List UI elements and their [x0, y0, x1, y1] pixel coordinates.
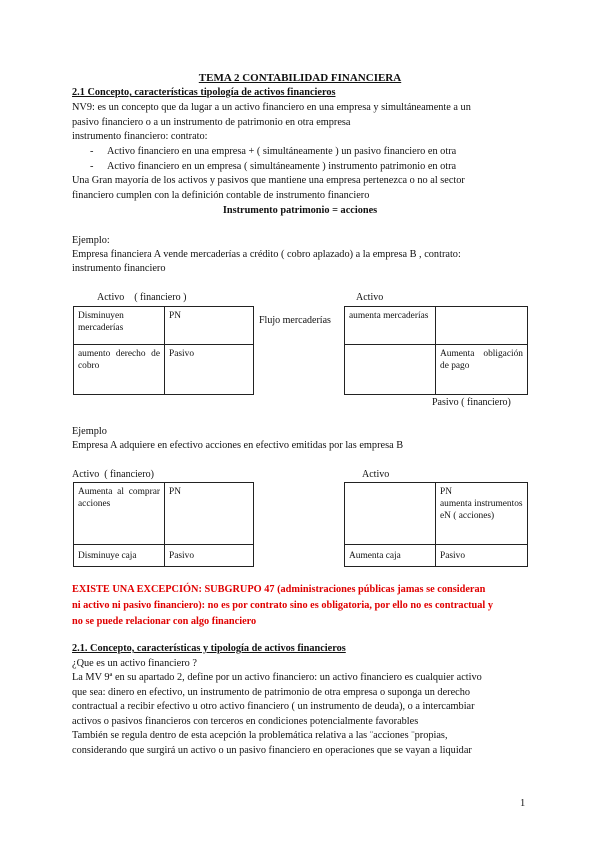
table-cell: Pasivo	[169, 349, 195, 359]
example2-label: Ejemplo	[72, 426, 107, 437]
example2-right-caption: Activo	[362, 469, 390, 480]
table-cell: Aumenta caja	[349, 550, 401, 561]
instrumento-line: instrumento financiero: contrato:	[72, 131, 208, 142]
page-number: 1	[520, 798, 526, 809]
table-cell: PN	[169, 311, 181, 321]
table-cell: Disminuye caja	[78, 550, 137, 561]
example2-right-table	[344, 482, 528, 567]
example2-line-1: Empresa A adquiere en efectivo acciones en efectivo emitidas por las empresa B	[72, 440, 404, 451]
table-cell: Pasivo	[440, 550, 466, 561]
example1-right-table	[344, 306, 528, 395]
question-line: ¿Que es un activo financiero ?	[72, 658, 197, 669]
nv9-line-2: pasivo financiero o a un instrumento de patrimonio en otra empresa	[72, 117, 351, 128]
table-cell: Aumenta al comprar acciones	[78, 487, 160, 509]
paragraph1-line-1: La MV 9ª en su apartado 2, define por un activo financiero: un activo financiero es cualquier activo	[72, 672, 482, 683]
section-heading-2: 2.1. Concepto, características y tipología de activos financieros	[72, 643, 346, 654]
example1-right-caption: Activo	[356, 292, 384, 303]
flow-label: Flujo mercaderías	[259, 315, 331, 326]
section-heading-1: 2.1 Concepto, características tipología de activos financieros	[72, 87, 336, 98]
mayoria-line-2: financiero cumplen con la definición contable de instrumento financiero	[72, 190, 370, 201]
table-cell: aumenta mercaderías	[349, 311, 429, 321]
example1-left-table	[73, 306, 254, 395]
table-cell: Aumenta obligación de pago	[440, 349, 523, 371]
table-cell: Disminuyen mercaderías	[78, 311, 124, 333]
exception-line-3: no se puede relacionar con algo financiero	[72, 616, 257, 627]
paragraph1-line-3: contractual a recibir efectivo u otro activo financiero ( un instrumento de deuda), o a intercambiar	[72, 701, 475, 712]
paragraph2-line-1: También se regula dentro de esta acepción la problemática relativa a las ¨acciones ¨propias,	[72, 730, 448, 741]
table-cell: aumento derecho de cobro	[78, 349, 160, 371]
example1-label: Ejemplo:	[72, 235, 110, 246]
page-title: TEMA 2 CONTABILIDAD FINANCIERA	[198, 72, 402, 84]
paragraph1-line-2: que sea: dinero en efectivo, un instrumento de patrimonio de otra empresa o suponga un derecho	[72, 687, 471, 698]
example1-right-footer: Pasivo ( financiero)	[432, 397, 511, 408]
bullet-item: - Activo financiero en una empresa + ( simultáneamente ) un pasivo financiero en otra	[90, 146, 457, 157]
dash-bullet-icon: -	[90, 146, 94, 157]
dash-bullet-icon: -	[90, 161, 94, 172]
example1-line-1: Empresa financiera A vende mercaderías a crédito ( cobro aplazado) a la empresa B , contrato:	[72, 249, 461, 260]
example2-left-caption: Activo ( financiero)	[72, 469, 154, 480]
paragraph2-line-2: considerando que surgirá un activo o un pasivo financiero en operaciones que se vayan a liquidar	[72, 745, 472, 756]
mayoria-line-1: Una Gran mayoría de los activos y pasivos que mantiene una empresa pertenezca o no al sector	[72, 175, 465, 186]
table-cell-pn: PN	[440, 487, 452, 497]
example1-line-2: instrumento financiero	[72, 263, 166, 274]
equation-line: Instrumento patrimonio = acciones	[222, 205, 378, 216]
bullet-item: - Activo financiero en un empresa ( simultáneamente ) instrumento patrimonio en otra	[90, 161, 457, 172]
table-cell: aumenta instrumentos eN ( acciones)	[440, 499, 523, 521]
example1-left-caption: Activo ( financiero )	[97, 292, 187, 303]
table-cell: PN	[169, 487, 181, 497]
nv9-line-1: NV9: es un concepto que da lugar a un activo financiero en una empresa y simultáneamente a un	[72, 102, 471, 113]
table-cell: Pasivo	[169, 550, 195, 561]
example2-left-table	[73, 482, 254, 567]
exception-line-2: ni activo ni pasivo financiero): no es por contrato sino es obligatoria, por ello no es contractual y	[72, 600, 494, 611]
paragraph1-line-4: activos o pasivos financieros con terceros en condiciones potencialmente favorables	[72, 716, 419, 727]
exception-line-1: EXISTE UNA EXCEPCIÓN: SUBGRUPO 47 (administraciones públicas jamas se consideran	[72, 584, 486, 595]
